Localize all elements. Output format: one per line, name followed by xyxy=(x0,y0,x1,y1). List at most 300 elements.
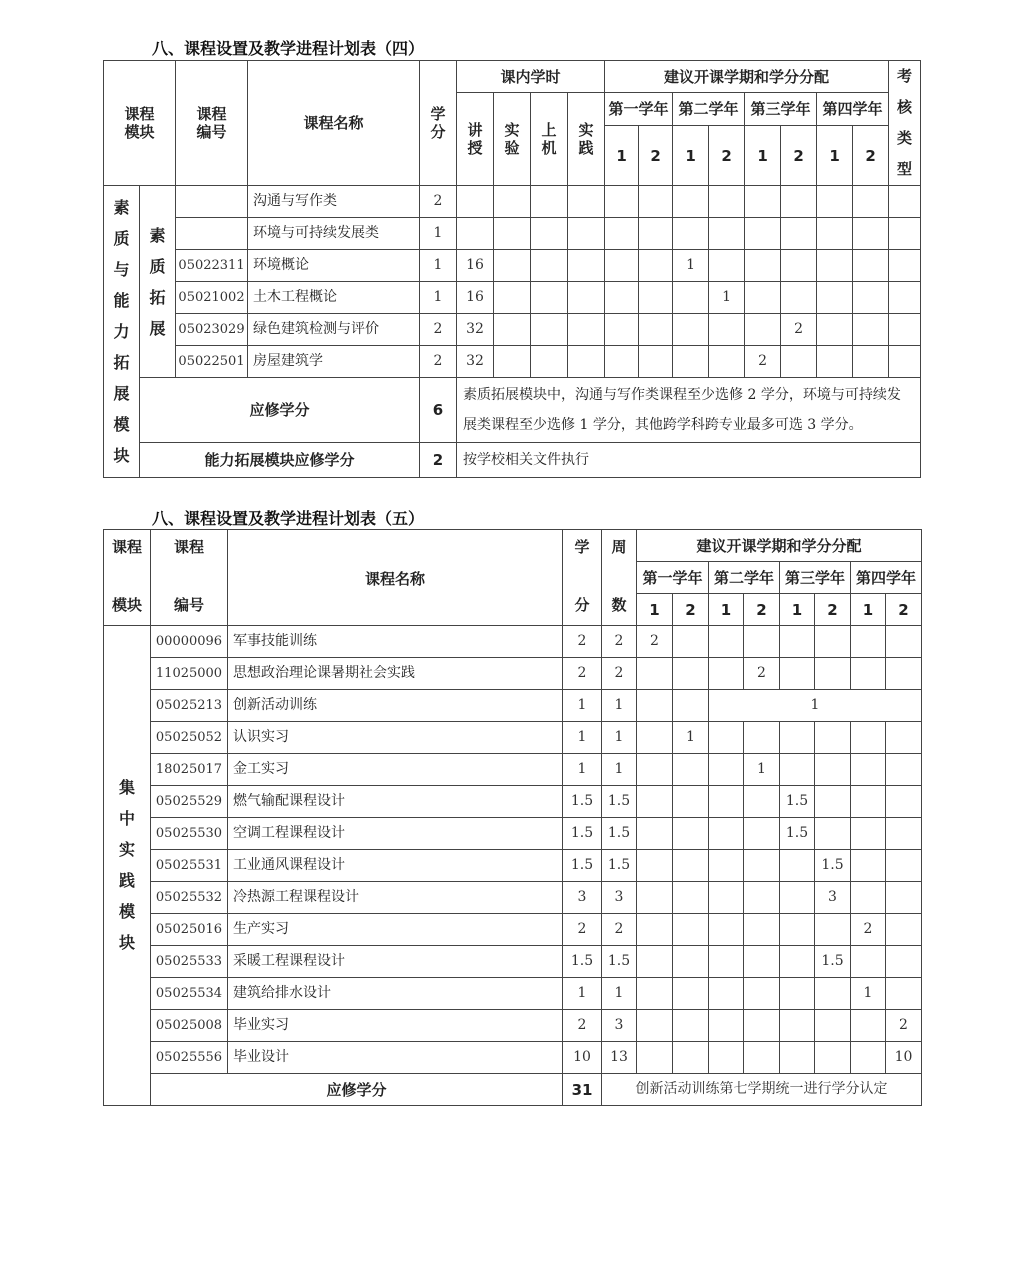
course-code: 05023029 xyxy=(176,314,248,346)
sem-cell xyxy=(886,914,922,946)
sem-cell xyxy=(709,978,744,1010)
sem-cell: 2 xyxy=(637,626,673,658)
course-credit: 1 xyxy=(563,690,602,722)
sem-cell xyxy=(744,946,780,978)
sem-cell xyxy=(639,282,673,314)
sem-cell xyxy=(637,1042,673,1074)
course-credit: 1 xyxy=(420,282,457,314)
sem-cell xyxy=(780,1010,815,1042)
sem-cell xyxy=(780,658,815,690)
sem-cell xyxy=(815,658,851,690)
sem-cell xyxy=(637,978,673,1010)
sem-cell xyxy=(886,978,922,1010)
sem-cell xyxy=(744,1042,780,1074)
header-code: 课程 编号 xyxy=(151,530,228,626)
course-credit: 1 xyxy=(563,722,602,754)
sem-cell: 1 xyxy=(673,250,709,282)
sem-cell xyxy=(780,978,815,1010)
sem-cell xyxy=(780,754,815,786)
sem-cell xyxy=(673,850,709,882)
sem-cell xyxy=(744,626,780,658)
sem-cell xyxy=(886,818,922,850)
sem-cell xyxy=(673,218,709,250)
course-code: 18025017 xyxy=(151,754,228,786)
sem-cell xyxy=(851,1042,886,1074)
sem-cell xyxy=(673,754,709,786)
sem-cell xyxy=(673,786,709,818)
course-weeks: 13 xyxy=(602,1042,637,1074)
header-experiment: 实 验 xyxy=(494,93,531,186)
header-credit: 学 分 xyxy=(420,61,457,186)
course-code: 05025213 xyxy=(151,690,228,722)
course-name: 环境概论 xyxy=(248,250,420,282)
course-lecture-hours: 32 xyxy=(457,346,494,378)
sem-cell xyxy=(673,658,709,690)
sem-cell xyxy=(709,626,744,658)
sem-cell xyxy=(637,818,673,850)
sem-cell xyxy=(744,882,780,914)
course-credit: 1.5 xyxy=(563,786,602,818)
header-year-4: 第四学年 xyxy=(817,93,889,126)
course-name: 生产实习 xyxy=(228,914,563,946)
sem-cell xyxy=(673,314,709,346)
sem-cell xyxy=(815,786,851,818)
sem-cell xyxy=(817,218,853,250)
sem-cell xyxy=(815,818,851,850)
sem-cell xyxy=(709,786,744,818)
ability-credit-label: 能力拓展模块应修学分 xyxy=(140,443,420,478)
course-weeks: 1 xyxy=(602,978,637,1010)
sem-cell xyxy=(745,218,781,250)
sem-cell: 1.5 xyxy=(780,786,815,818)
course-weeks: 1 xyxy=(602,690,637,722)
sem-cell xyxy=(780,882,815,914)
sem-cell xyxy=(637,690,673,722)
sem-cell xyxy=(781,218,817,250)
course-credit: 10 xyxy=(563,1042,602,1074)
cell xyxy=(568,218,605,250)
header-year-2: 第二学年 xyxy=(673,93,745,126)
sem-cell xyxy=(673,186,709,218)
required-credit-label: 应修学分 xyxy=(151,1074,563,1106)
course-name: 创新活动训练 xyxy=(228,690,563,722)
sem-cell xyxy=(709,250,745,282)
course-code: 05025530 xyxy=(151,818,228,850)
sem-cell xyxy=(709,914,744,946)
course-name: 认识实习 xyxy=(228,722,563,754)
sem-cell xyxy=(745,186,781,218)
sem-cell xyxy=(780,946,815,978)
sem-cell: 2 xyxy=(851,914,886,946)
header-course-name: 课程名称 xyxy=(248,61,420,186)
sem-cell xyxy=(709,818,744,850)
sem-cell xyxy=(886,850,922,882)
sem-cell xyxy=(673,1042,709,1074)
header-practice: 实 践 xyxy=(568,93,605,186)
cell xyxy=(531,186,568,218)
sem-cell xyxy=(709,346,745,378)
exam-cell xyxy=(889,282,921,314)
course-code: 05022501 xyxy=(176,346,248,378)
course-name: 工业通风课程设计 xyxy=(228,850,563,882)
course-name: 军事技能训练 xyxy=(228,626,563,658)
sem-cell xyxy=(815,626,851,658)
sem-cell xyxy=(637,850,673,882)
sem-cell xyxy=(709,1042,744,1074)
module-label: 集中实践模块 xyxy=(104,626,151,1106)
sem-cell xyxy=(815,754,851,786)
sem-cell xyxy=(637,754,673,786)
cell xyxy=(568,314,605,346)
header-semester-allocation: 建议开课学期和学分分配 xyxy=(605,61,889,93)
sem-cell xyxy=(673,690,709,722)
header-sem: 2 xyxy=(639,126,673,186)
sem-cell xyxy=(709,1010,744,1042)
course-credit: 1 xyxy=(420,250,457,282)
cell xyxy=(568,346,605,378)
sem-cell: 1.5 xyxy=(780,818,815,850)
sem-cell xyxy=(673,346,709,378)
sem-cell xyxy=(744,978,780,1010)
cell xyxy=(531,218,568,250)
sem-cell xyxy=(853,250,889,282)
course-name: 绿色建筑检测与评价 xyxy=(248,314,420,346)
required-credit-label: 应修学分 xyxy=(140,378,420,443)
sem-cell xyxy=(851,882,886,914)
course-code: 11025000 xyxy=(151,658,228,690)
sem-cell xyxy=(709,658,744,690)
sem-cell xyxy=(817,186,853,218)
sem-cell xyxy=(605,282,639,314)
sem-cell xyxy=(853,186,889,218)
sem-cell xyxy=(817,314,853,346)
course-code: 05025008 xyxy=(151,1010,228,1042)
sem-cell xyxy=(886,882,922,914)
course-weeks: 1.5 xyxy=(602,946,637,978)
ability-credit-value: 2 xyxy=(420,443,457,478)
sem-cell xyxy=(673,1010,709,1042)
course-name: 毕业设计 xyxy=(228,1042,563,1074)
course-name: 土木工程概论 xyxy=(248,282,420,314)
course-credit: 1 xyxy=(420,218,457,250)
table4-title: 八、课程设置及教学进程计划表（四） xyxy=(152,39,425,58)
course-code: 05025532 xyxy=(151,882,228,914)
cell xyxy=(568,282,605,314)
header-year-2: 第二学年 xyxy=(709,562,780,594)
cell xyxy=(568,186,605,218)
course-name: 环境与可持续发展类 xyxy=(248,218,420,250)
exam-cell xyxy=(889,250,921,282)
sem-cell xyxy=(605,346,639,378)
course-credit: 1.5 xyxy=(563,818,602,850)
sem-cell xyxy=(851,786,886,818)
sem-cell xyxy=(637,786,673,818)
sem-cell: 3 xyxy=(815,882,851,914)
sem-cell: 10 xyxy=(886,1042,922,1074)
header-sem: 1 xyxy=(745,126,781,186)
sem-cell xyxy=(815,722,851,754)
header-sem: 2 xyxy=(781,126,817,186)
sem-cell xyxy=(886,946,922,978)
header-weeks: 周 数 xyxy=(602,530,637,626)
sem-cell: 1.5 xyxy=(815,850,851,882)
sem-cell xyxy=(709,722,744,754)
course-credit: 1 xyxy=(563,754,602,786)
exam-cell xyxy=(889,218,921,250)
sem-cell xyxy=(817,250,853,282)
course-code: 05022311 xyxy=(176,250,248,282)
sem-cell xyxy=(886,754,922,786)
course-name: 金工实习 xyxy=(228,754,563,786)
course-weeks: 2 xyxy=(602,658,637,690)
header-class-hours: 课内学时 xyxy=(457,61,605,93)
sem-cell xyxy=(745,250,781,282)
course-code: 05025534 xyxy=(151,978,228,1010)
course-code: 05025556 xyxy=(151,1042,228,1074)
course-weeks: 3 xyxy=(602,882,637,914)
sem-cell xyxy=(639,250,673,282)
sem-cell xyxy=(851,946,886,978)
sem-cell xyxy=(853,346,889,378)
course-credit: 2 xyxy=(420,314,457,346)
course-credit: 1.5 xyxy=(563,946,602,978)
sem-cell xyxy=(673,978,709,1010)
sem-cell xyxy=(781,186,817,218)
header-sem: 2 xyxy=(853,126,889,186)
sem-cell xyxy=(673,626,709,658)
sem-cell xyxy=(817,282,853,314)
sem-cell xyxy=(744,786,780,818)
sem-cell: 1 xyxy=(744,754,780,786)
sem-cell xyxy=(780,1042,815,1074)
required-credit-value: 6 xyxy=(420,378,457,443)
course-name: 采暖工程课程设计 xyxy=(228,946,563,978)
sem-cell xyxy=(815,978,851,1010)
sem-cell xyxy=(637,882,673,914)
sem-cell xyxy=(744,850,780,882)
sem-span-cell: 1 xyxy=(709,690,922,722)
course-credit: 2 xyxy=(563,914,602,946)
course-code: 05021002 xyxy=(176,282,248,314)
header-sem: 2 xyxy=(673,594,709,626)
header-exam-type: 考核类型 xyxy=(889,61,921,186)
course-name: 空调工程课程设计 xyxy=(228,818,563,850)
sem-cell xyxy=(709,218,745,250)
course-code: 05025531 xyxy=(151,850,228,882)
sem-cell xyxy=(780,850,815,882)
header-computer: 上 机 xyxy=(531,93,568,186)
sem-cell: 2 xyxy=(744,658,780,690)
header-sem: 1 xyxy=(817,126,853,186)
course-weeks: 2 xyxy=(602,626,637,658)
cell xyxy=(494,282,531,314)
cell xyxy=(494,218,531,250)
header-year-4: 第四学年 xyxy=(851,562,922,594)
sem-cell xyxy=(639,218,673,250)
sem-cell xyxy=(673,818,709,850)
cell xyxy=(494,186,531,218)
header-sem: 1 xyxy=(780,594,815,626)
sem-cell xyxy=(851,658,886,690)
course-weeks: 1.5 xyxy=(602,818,637,850)
sem-cell xyxy=(781,250,817,282)
header-year-3: 第三学年 xyxy=(745,93,817,126)
sem-cell xyxy=(709,882,744,914)
sem-cell xyxy=(853,282,889,314)
sem-cell xyxy=(744,818,780,850)
cell xyxy=(494,346,531,378)
sem-cell xyxy=(781,346,817,378)
header-sem: 2 xyxy=(744,594,780,626)
outer-module-label: 素质与能力拓展模块 xyxy=(104,186,140,478)
course-credit: 3 xyxy=(563,882,602,914)
sem-cell xyxy=(815,1042,851,1074)
course-credit: 2 xyxy=(420,186,457,218)
sem-cell xyxy=(853,218,889,250)
inner-module-label: 素质拓展 xyxy=(140,186,176,378)
course-credit: 2 xyxy=(563,658,602,690)
header-code: 课程 编号 xyxy=(176,61,248,186)
exam-cell xyxy=(889,346,921,378)
sem-cell xyxy=(709,314,745,346)
cell xyxy=(494,250,531,282)
sem-cell xyxy=(851,818,886,850)
header-year-3: 第三学年 xyxy=(780,562,851,594)
sem-cell xyxy=(605,314,639,346)
course-lecture-hours: 16 xyxy=(457,282,494,314)
sem-cell: 2 xyxy=(886,1010,922,1042)
sem-cell: 1 xyxy=(851,978,886,1010)
course-weeks: 3 xyxy=(602,1010,637,1042)
sem-cell xyxy=(780,626,815,658)
sem-cell: 1.5 xyxy=(815,946,851,978)
sem-cell xyxy=(709,946,744,978)
sem-cell xyxy=(745,314,781,346)
header-sem: 2 xyxy=(886,594,922,626)
sem-cell xyxy=(709,186,745,218)
sem-cell: 1 xyxy=(673,722,709,754)
cell xyxy=(568,250,605,282)
course-name: 沟通与写作类 xyxy=(248,186,420,218)
sem-cell xyxy=(744,722,780,754)
sem-cell xyxy=(709,850,744,882)
course-code: 05025016 xyxy=(151,914,228,946)
sem-cell xyxy=(815,914,851,946)
header-sem: 1 xyxy=(605,126,639,186)
required-credit-note: 素质拓展模块中，沟通与写作类课程至少选修 2 学分，环境与可持续发展类课程至少选修 1 学分，其他跨学科跨专业最多可选 3 学分。 xyxy=(457,378,921,443)
header-year-1: 第一学年 xyxy=(605,93,673,126)
header-sem: 1 xyxy=(673,126,709,186)
sem-cell: 2 xyxy=(745,346,781,378)
header-sem: 1 xyxy=(851,594,886,626)
sem-cell xyxy=(673,914,709,946)
course-credit: 2 xyxy=(563,1010,602,1042)
sem-cell xyxy=(605,218,639,250)
table5-title: 八、课程设置及教学进程计划表（五） xyxy=(152,509,425,528)
course-name: 房屋建筑学 xyxy=(248,346,420,378)
sem-cell xyxy=(639,314,673,346)
course-name: 冷热源工程课程设计 xyxy=(228,882,563,914)
header-credit: 学 分 xyxy=(563,530,602,626)
ability-credit-note: 按学校相关文件执行 xyxy=(457,443,921,478)
course-lecture-hours: 16 xyxy=(457,250,494,282)
required-credit-value: 31 xyxy=(563,1074,602,1106)
cell xyxy=(531,314,568,346)
course-name: 思想政治理论课暑期社会实践 xyxy=(228,658,563,690)
sem-cell xyxy=(605,186,639,218)
sem-cell xyxy=(886,658,922,690)
course-code: 05025052 xyxy=(151,722,228,754)
cell xyxy=(494,314,531,346)
sem-cell xyxy=(637,914,673,946)
course-credit: 1.5 xyxy=(563,850,602,882)
course-code xyxy=(176,186,248,218)
header-sem: 2 xyxy=(709,126,745,186)
sem-cell xyxy=(637,722,673,754)
course-weeks: 1 xyxy=(602,754,637,786)
sem-cell xyxy=(780,722,815,754)
course-weeks: 1 xyxy=(602,722,637,754)
sem-cell xyxy=(851,754,886,786)
sem-cell xyxy=(815,1010,851,1042)
course-lecture-hours xyxy=(457,186,494,218)
cell xyxy=(531,250,568,282)
sem-cell xyxy=(780,914,815,946)
course-weeks: 1.5 xyxy=(602,850,637,882)
sem-cell xyxy=(639,186,673,218)
course-table-4 xyxy=(103,60,921,478)
sem-cell xyxy=(637,1010,673,1042)
header-course-name: 课程名称 xyxy=(228,530,563,626)
sem-cell xyxy=(673,946,709,978)
sem-cell xyxy=(851,850,886,882)
header-semester-allocation: 建议开课学期和学分分配 xyxy=(637,530,922,562)
sem-cell xyxy=(673,282,709,314)
sem-cell xyxy=(673,882,709,914)
header-module: 课程 模块 xyxy=(104,61,176,186)
cell xyxy=(531,282,568,314)
course-name: 毕业实习 xyxy=(228,1010,563,1042)
course-weeks: 1.5 xyxy=(602,786,637,818)
sem-cell xyxy=(744,914,780,946)
sem-cell xyxy=(637,658,673,690)
course-lecture-hours: 32 xyxy=(457,314,494,346)
sem-cell xyxy=(853,314,889,346)
sem-cell xyxy=(709,754,744,786)
header-lecture: 讲 授 xyxy=(457,93,494,186)
header-sem: 2 xyxy=(815,594,851,626)
sem-cell xyxy=(886,786,922,818)
sem-cell xyxy=(639,346,673,378)
sem-cell xyxy=(781,282,817,314)
exam-cell xyxy=(889,314,921,346)
header-sem: 1 xyxy=(637,594,673,626)
course-credit: 2 xyxy=(420,346,457,378)
sem-cell xyxy=(817,346,853,378)
course-weeks: 2 xyxy=(602,914,637,946)
sem-cell xyxy=(886,626,922,658)
course-name: 燃气输配课程设计 xyxy=(228,786,563,818)
sem-cell: 2 xyxy=(781,314,817,346)
course-code: 05025529 xyxy=(151,786,228,818)
header-sem: 1 xyxy=(709,594,744,626)
sem-cell xyxy=(851,626,886,658)
sem-cell xyxy=(886,722,922,754)
sem-cell: 1 xyxy=(709,282,745,314)
sem-cell xyxy=(605,250,639,282)
course-code xyxy=(176,218,248,250)
course-code: 00000096 xyxy=(151,626,228,658)
